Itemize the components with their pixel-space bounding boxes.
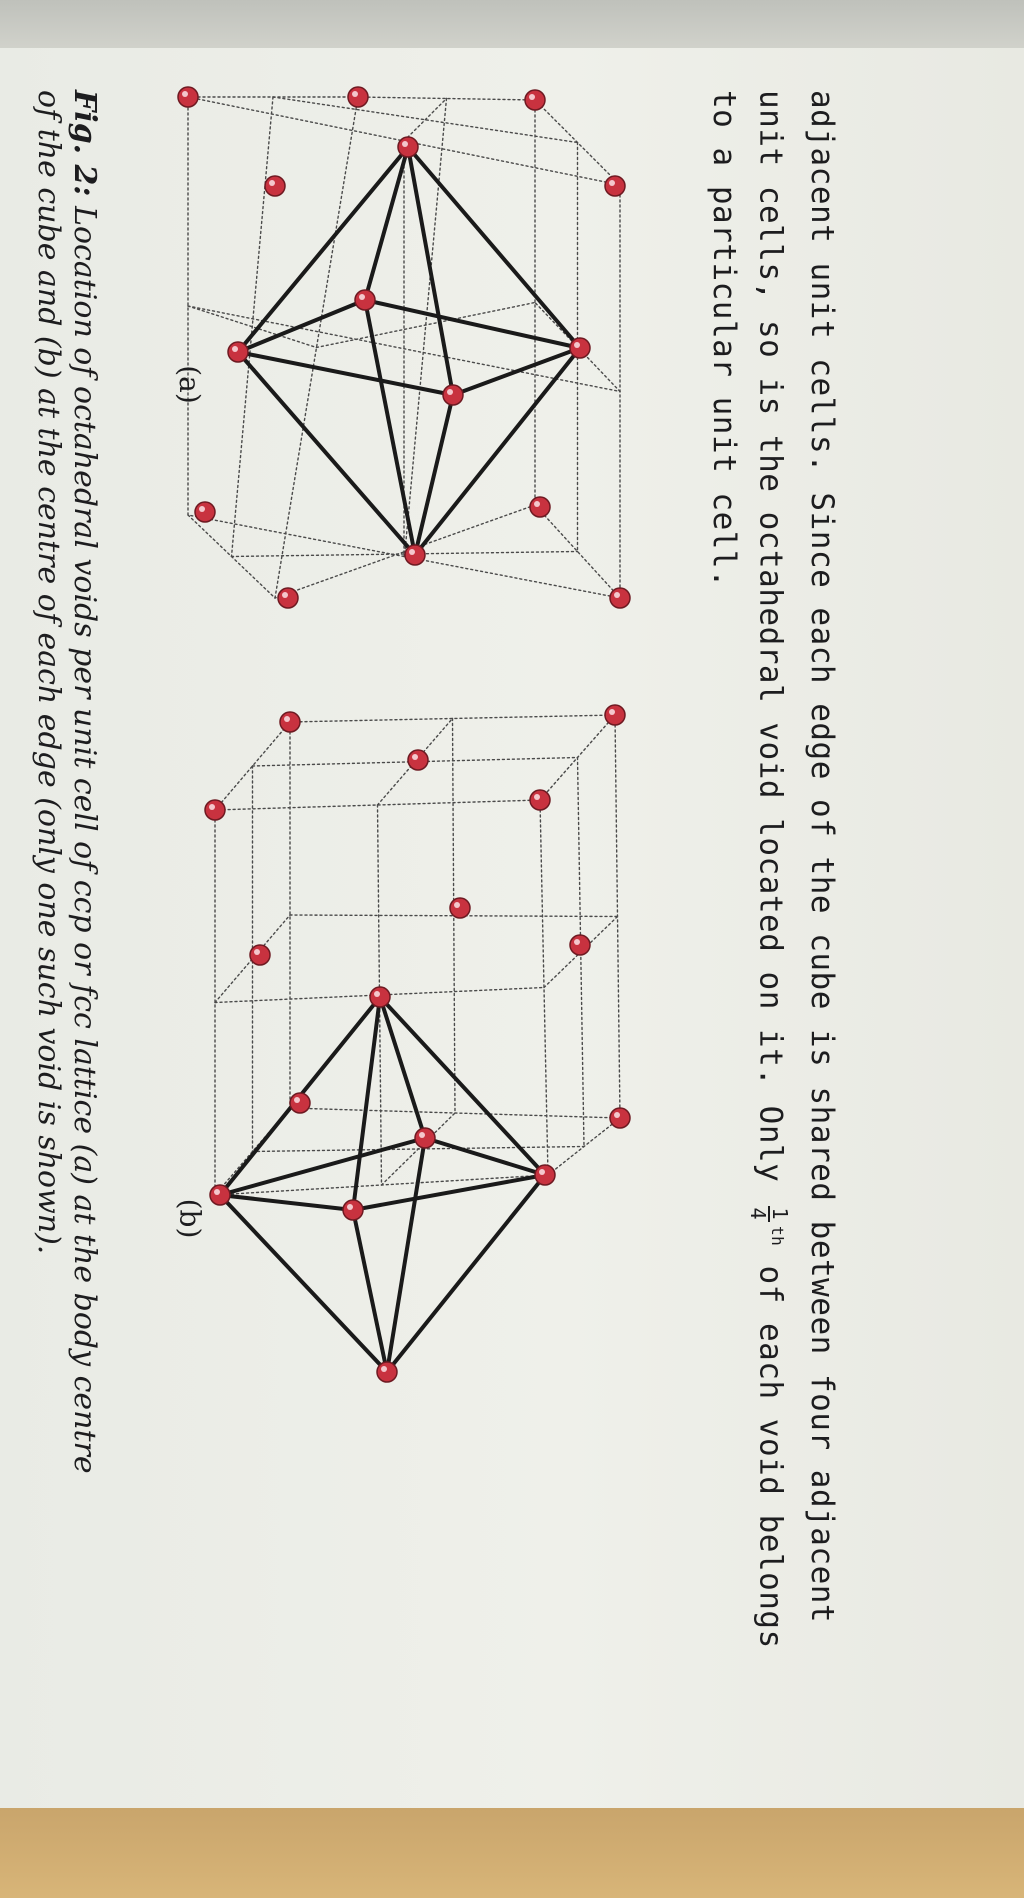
atom-a	[278, 588, 298, 608]
octahedron-b-edge	[380, 997, 425, 1138]
atom-b-highlight	[381, 1366, 387, 1372]
atom-a	[398, 137, 418, 157]
atom-a	[405, 545, 425, 565]
atom-a-highlight	[447, 389, 453, 395]
atom-a-highlight	[534, 501, 540, 507]
atom-a	[228, 342, 248, 362]
atom-b-highlight	[254, 949, 260, 955]
atom-b	[610, 1108, 630, 1128]
atom-a-highlight	[614, 592, 620, 598]
atom-b-highlight	[609, 709, 615, 715]
atom-a-highlight	[199, 506, 205, 512]
atom-b	[210, 1185, 230, 1205]
atom-b	[343, 1200, 363, 1220]
cube-a-face-guide	[317, 303, 536, 348]
atom-b	[570, 935, 590, 955]
atom-b-highlight	[539, 1169, 545, 1175]
atom-b	[290, 1093, 310, 1113]
atom-a	[195, 502, 215, 522]
atom-b	[377, 1362, 397, 1382]
atom-b-highlight	[412, 754, 418, 760]
atom-b	[530, 790, 550, 810]
octahedron-b-edge	[353, 997, 380, 1210]
atom-a	[610, 588, 630, 608]
dotted-cube-edges	[188, 97, 620, 1195]
atom-a-highlight	[269, 180, 275, 186]
atom-b	[370, 987, 390, 1007]
atom-b-highlight	[534, 794, 540, 800]
atom-a-highlight	[609, 180, 615, 186]
atom-b	[415, 1128, 435, 1148]
atom-b-highlight	[614, 1112, 620, 1118]
paragraph-line-3: to a particular unit cell.	[706, 90, 742, 589]
caption-prefix: Fig. 2:	[67, 90, 102, 197]
figure-label-b: (b)	[173, 1198, 207, 1239]
atom-a-highlight	[282, 592, 288, 598]
atom-a-highlight	[402, 141, 408, 147]
figure-label-a: (a)	[172, 365, 206, 404]
octahedron-a-edge	[238, 147, 408, 352]
atom-b	[250, 945, 270, 965]
paragraph-line-1: adjacent unit cells. Since each edge of the cube is shared between four adjacent	[804, 90, 840, 1624]
octahedron-a-edge	[365, 300, 415, 555]
paragraph-line-2-start: unit cells, so is the octahedral void located on it. Only	[752, 90, 789, 1183]
atom-b-highlight	[284, 716, 290, 722]
atom-a-highlight	[352, 91, 358, 97]
atom-b-highlight	[347, 1204, 353, 1210]
octahedron-a-edge	[365, 300, 580, 348]
octahedron-b-edge	[387, 1175, 545, 1372]
fraction-superscript: th	[767, 1226, 787, 1247]
atom-a-highlight	[182, 91, 188, 97]
cube-a-face-guide	[232, 97, 274, 557]
atom-a	[570, 338, 590, 358]
atom-b-highlight	[214, 1189, 220, 1195]
atom-b	[605, 705, 625, 725]
octahedron-b-edge	[353, 1210, 387, 1372]
atom-b	[535, 1165, 555, 1185]
octahedron-b-edge	[220, 1195, 353, 1210]
atom-b-highlight	[454, 902, 460, 908]
fraction-denominator: 4	[746, 1207, 770, 1221]
atom-a	[530, 497, 550, 517]
fraction-numerator: 1	[768, 1207, 792, 1221]
atom-b	[280, 712, 300, 732]
atom-b	[205, 800, 225, 820]
octahedron-b-edge	[220, 1138, 425, 1195]
octahedron-a-edge	[408, 147, 453, 395]
atom-b-highlight	[294, 1097, 300, 1103]
octahedron-a-edge	[408, 147, 580, 348]
atom-a	[355, 290, 375, 310]
atom-a	[178, 87, 198, 107]
caption-text-1: Location of octahedral voids per unit cell of ccp or fcc lattice (a) at the body centre	[67, 206, 102, 1474]
atom-a-highlight	[409, 549, 415, 555]
atom-b-highlight	[574, 939, 580, 945]
atom-a-highlight	[232, 346, 238, 352]
atom-a	[443, 385, 463, 405]
atom-a	[265, 176, 285, 196]
atom-b	[408, 750, 428, 770]
atom-a-highlight	[574, 342, 580, 348]
atom-b-highlight	[419, 1132, 425, 1138]
atom-a-highlight	[529, 94, 535, 100]
atom-a	[605, 176, 625, 196]
atom-b-highlight	[374, 991, 380, 997]
octahedron-b-edge	[220, 1195, 387, 1372]
atom-b-highlight	[209, 804, 215, 810]
cube-a-face-guide	[404, 99, 447, 142]
atom-b	[450, 898, 470, 918]
atom-a	[525, 90, 545, 110]
atom-a-highlight	[359, 294, 365, 300]
caption-line-2: of the cube and (b) at the centre of each edge (only one such void is shown).	[31, 90, 66, 1255]
paragraph-line-2-end: of each void belongs	[752, 1265, 789, 1649]
atom-a	[348, 87, 368, 107]
